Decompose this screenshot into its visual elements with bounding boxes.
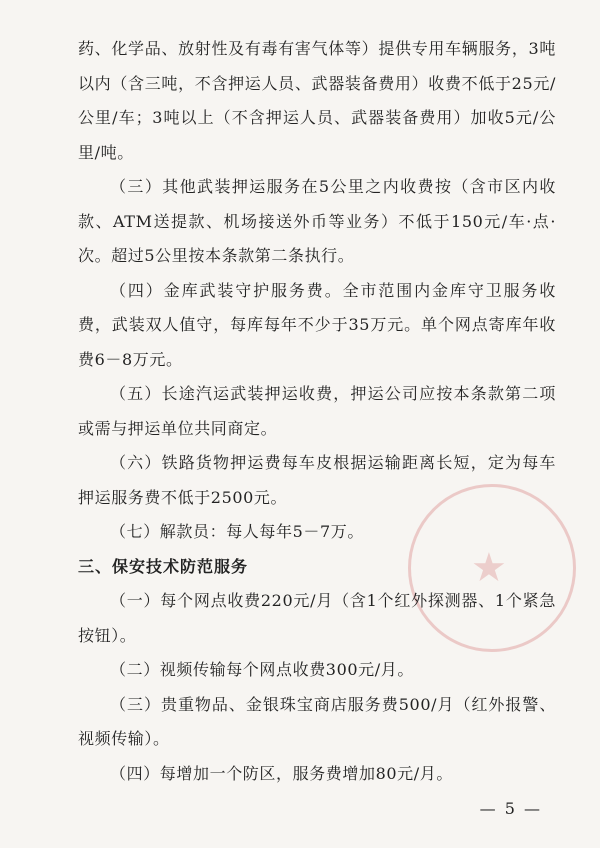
paragraph-item-4: （四）金库武装守护服务费。全市范围内金库守卫服务收费，武装双人值守，每库每年不少于35万元。单个网点寄库年收费6－8万元。 (78, 280, 556, 369)
paragraph-tech-3: （三）贵重物品、金银珠宝商店服务费500/月（红外报警、视频传输）。 (78, 694, 556, 748)
page-number: — 5 — (479, 799, 542, 818)
paragraph-item-7: （七）解款员：每人每年5－7万。 (110, 522, 364, 541)
seal-star-icon: ★ (471, 545, 507, 591)
paragraph-item-3: （三）其他武装押运服务在5公里之内收费按（含市区内收款、ATM送提款、机场接送外币等业务）不低于150元/车·点·次。超过5公里按本条款第二条执行。 (78, 177, 556, 265)
section-heading: 三、保安技术防范服务 (78, 556, 249, 576)
paragraph-item-6: （六）铁路货物押运费每车皮根据运输距离长短，定为每车押运服务费不低于2500元。 (78, 453, 556, 507)
paragraph-tech-4: （四）每增加一个防区，服务费增加80元/月。 (110, 763, 453, 783)
paragraph-tech-2: （二）视频传输每个网点收费300元/月。 (110, 660, 414, 679)
paragraph-item-5: （五）长途汽运武装押运收费，押运公司应按本条款第二项或需与押运单位共同商定。 (78, 384, 556, 438)
document-body (78, 32, 556, 791)
paragraph-continuation: 药、化学品、放射性及有毒有害气体等）提供专用车辆服务，3吨以内（含三吨，不含押运人员、武器装备费用）收费不低于25元/公里/车；3吨以上（不含押运人员、武器装备费用）加收5元/公里/吨。 (78, 39, 556, 162)
paragraph-tech-1: （一）每个网点收费220元/月（含1个红外探测器、1个紧急按钮）。 (78, 591, 556, 645)
